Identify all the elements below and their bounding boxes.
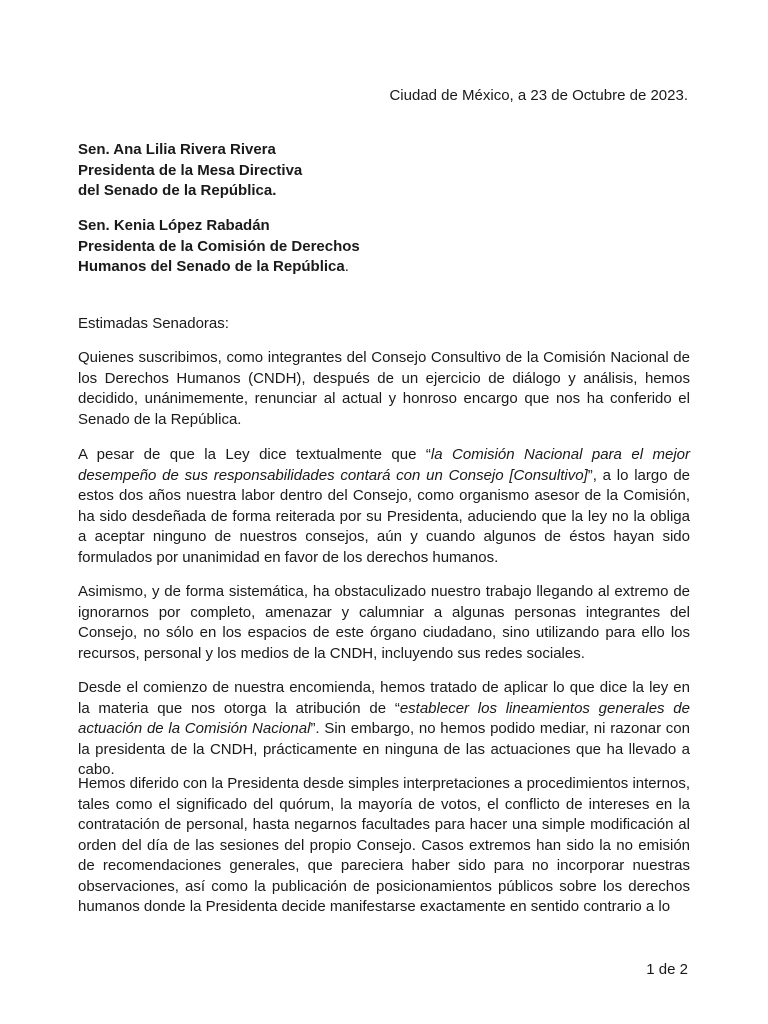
recipient-1-address	[78, 140, 690, 202]
recipient-1-title: Presidenta de la Mesa Directiva	[78, 161, 303, 179]
recipient-2-name: Sen. Kenia López Rabadán	[78, 217, 270, 234]
paragraph-4-quote: establecer los lineamientos generales de actuación de la Comisión Nacional	[78, 699, 690, 737]
recipient-2-period: .	[344, 258, 349, 275]
recipient-1-name: Sen. Ana Lilia Rivera Rivera	[78, 141, 276, 158]
paragraph-3: Asimismo, y de forma sistemática, ha obstaculizado nuestro trabajo llegando al extremo de ignorarnos por completo, amenazar y calumniar a algunas personas integrantes del Consejo, no sólo en los espacios de este órgano ciudadano, sino utilizando para ello los recursos, personal y los medios de la CNDH, incluyendo sus redes sociales.	[78, 583, 690, 662]
paragraph-5: Hemos diferido con la Presidenta desde simples interpretaciones a procedimientos internos, tales como el significado del quórum, la mayoría de votos, el conflicto de intereses en la contratación de personal, hasta negarnos facultades para hacer una simple modificación al orden del día de las sesiones del propio Consejo. Casos extremos han sido la no emisión de recomendaciones generales, que pareciera haber sido para no incorporar nuestras observaciones, así como la publicación de posicionamientos públicos sobre los derechos humanos donde la Presidenta decide manifestarse exactamente en sentido contrario a lo	[78, 775, 690, 915]
recipient-2-address	[78, 216, 690, 278]
paragraph-4	[78, 678, 690, 781]
paragraph-2-quote: la Comisión Nacional para el mejor desempeño de sus responsabilidades contará con un Consejo [Consultivo]	[78, 446, 691, 484]
recipient-2-institution: Humanos del Senado de la República	[78, 258, 345, 275]
recipient-2-title: Presidenta de la Comisión de Derechos	[78, 237, 360, 255]
paragraph-4-start: Desde el comienzo de nuestra encomienda, hemos tratado de aplicar lo que dice la ley en la materia que nos otorga la atribución de “	[78, 679, 690, 717]
recipient-2-institution-line	[78, 257, 690, 278]
page-number: 1 de 2	[646, 961, 688, 978]
paragraph-2-rest: ”, a lo largo de estos dos años nuestra labor dentro del Consejo, como organismo asesor de la Comisión, ha sido desdeñada de forma reiterada por su Presidenta, aduciendo que la ley no la obliga a aceptar ninguno de nuestros consejos, aún y cuando algunos de éstos hayan sido formulados por unanimidad en favor de los derechos humanos.	[78, 466, 690, 566]
recipient-1-institution: del Senado de la República.	[78, 182, 277, 199]
date-line: Ciudad de México, a 23 de Octubre de 2023.	[389, 87, 688, 104]
paragraph-2	[78, 445, 690, 568]
salutation: Estimadas Senadoras:	[78, 315, 229, 332]
paragraph-4-rest: ”. Sin embargo, no hemos podido mediar, ni razonar con la presidenta de la CNDH, prácticamente en ninguna de las actuaciones que ha llevado a cabo.	[78, 720, 690, 778]
paragraph-2-start: A pesar de que la Ley dice textualmente que “	[78, 446, 431, 463]
paragraph-1: Quienes suscribimos, como integrantes del Consejo Consultivo de la Comisión Nacional de los Derechos Humanos (CNDH), después de un ejercicio de diálogo y análisis, hemos decidido, unánimemente, renunciar al actual y honroso encargo que nos ha conferido el Senado de la República.	[78, 349, 690, 428]
